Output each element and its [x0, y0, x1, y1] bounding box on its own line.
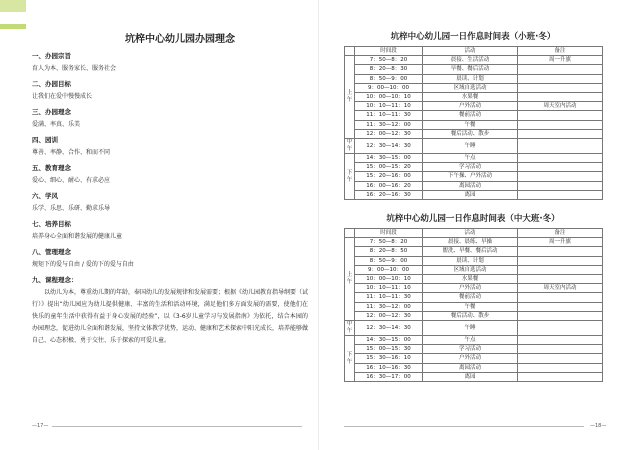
note-cell: 周天室内活动: [518, 284, 603, 293]
schedule-title: 坑梓中心幼儿园一日作息时间表（中大班·冬）: [386, 214, 560, 225]
time-cell: 12：00—12：30: [355, 311, 423, 320]
table-row: [345, 372, 603, 381]
table-row: [345, 293, 603, 302]
time-cell: 8：50—9：00: [355, 256, 423, 265]
footer-rule: [52, 426, 302, 427]
time-cell: 9：00—10：00: [355, 265, 423, 274]
accent-bar: [0, 0, 26, 450]
activity-cell: 餐后活动、散步: [423, 311, 518, 320]
note-cell: 周一升旗: [518, 238, 603, 247]
table-row: [345, 56, 603, 65]
philosophy-section: [32, 219, 308, 242]
section-heading: 七、培养目标: [32, 220, 71, 228]
activity-cell: 午睡: [423, 321, 518, 336]
table-row: [345, 93, 603, 102]
schedule-block: [344, 30, 602, 200]
note-cell: [518, 163, 603, 172]
note-cell: [518, 265, 603, 274]
note-cell: [518, 111, 603, 120]
section-body: 让我们在爱中慢慢成长: [32, 93, 93, 100]
philosophy-section: [32, 247, 308, 270]
time-cell: 8：50—9：00: [355, 74, 423, 83]
note-cell: [518, 65, 603, 74]
table-row: [345, 247, 603, 256]
page-title: 坑梓中心幼儿园办园理念: [125, 34, 235, 45]
table-row: [345, 265, 603, 274]
header-cell: 时间段: [355, 229, 423, 238]
table-row: [345, 284, 603, 293]
period-cell: 中午: [345, 321, 355, 336]
activity-cell: 早餐、餐后活动: [423, 65, 518, 74]
section-heading: 六、学风: [32, 192, 58, 200]
section-body: 爱心、细心、耐心、有求必应: [32, 177, 111, 184]
time-cell: 11：10—11：30: [355, 111, 423, 120]
note-cell: [518, 190, 603, 199]
table-row: [345, 65, 603, 74]
note-cell: [518, 120, 603, 129]
table-row: [345, 139, 603, 154]
section-body: 乐学、乐思、乐研、勤求乐导: [32, 205, 111, 212]
note-cell: [518, 83, 603, 92]
section-heading: 五、教育理念: [32, 164, 71, 172]
note-cell: 周天室内活动: [518, 102, 603, 111]
header-cell: 活动: [423, 47, 518, 56]
time-cell: 16：20—16：30: [355, 190, 423, 199]
note-cell: [518, 247, 603, 256]
accent-stripe: [0, 24, 26, 29]
time-cell: 10：10—11：10: [355, 102, 423, 111]
table-row: [345, 354, 603, 363]
table-row: [345, 154, 603, 163]
course-section: [32, 275, 308, 347]
philosophy-section: [32, 163, 308, 186]
philosophy-section: [32, 107, 308, 130]
time-cell: 15：30—16：10: [355, 354, 423, 363]
activity-cell: 午餐: [423, 302, 518, 311]
note-cell: [518, 172, 603, 181]
section-heading: 三、办园理念: [32, 108, 71, 116]
activity-cell: 盥洗、早餐、餐后活动: [423, 247, 518, 256]
note-cell: [518, 372, 603, 381]
note-cell: [518, 336, 603, 345]
time-cell: 16：30—17：00: [355, 372, 423, 381]
header-cell: 时间段: [355, 47, 423, 56]
section-body: 育人为本、服务家长、服务社会: [32, 65, 117, 72]
note-cell: 周一升旗: [518, 56, 603, 65]
activity-cell: 午餐: [423, 120, 518, 129]
activity-cell: 离园: [423, 190, 518, 199]
time-cell: 12：30—14：30: [355, 321, 423, 336]
section-heading: 二、办园目标: [32, 80, 71, 88]
philosophy-section: [32, 135, 308, 158]
section-heading: 四、园训: [32, 136, 58, 144]
activity-cell: 户外活动: [423, 102, 518, 111]
activity-cell: 晨读、计划: [423, 256, 518, 265]
header-cell: 活动: [423, 229, 518, 238]
activity-cell: 餐后活动、散步: [423, 129, 518, 138]
section-body: 规矩下的爱与自由 / 爱的下的爱与自由: [32, 261, 134, 268]
activity-cell: 午点: [423, 154, 518, 163]
activity-cell: 户外活动: [423, 354, 518, 363]
note-cell: [518, 129, 603, 138]
note-cell: [518, 363, 603, 372]
schedule-table: [344, 228, 603, 382]
time-cell: 15：20—16：00: [355, 172, 423, 181]
header-cell: 备注: [518, 229, 603, 238]
section-body: 培养身心全面和谐发展的健康儿童: [32, 233, 123, 240]
period-cell: 中午: [345, 139, 355, 154]
table-row: [345, 238, 603, 247]
activity-cell: 区域自选活动: [423, 83, 518, 92]
activity-cell: 水果餐: [423, 93, 518, 102]
schedule-title: 坑梓中心幼儿园一日作息时间表（小班·冬）: [390, 32, 556, 42]
note-cell: [518, 302, 603, 311]
time-cell: 11：10—11：30: [355, 293, 423, 302]
note-cell: [518, 93, 603, 102]
time-cell: 8：20—8：30: [355, 65, 423, 74]
period-cell: 下午: [345, 336, 355, 382]
activity-cell: 学习活动: [423, 163, 518, 172]
note-cell: [518, 345, 603, 354]
header-cell: [345, 47, 355, 56]
time-cell: 11：30—12：00: [355, 120, 423, 129]
accent-stripe: [0, 0, 26, 12]
header-cell: 备注: [518, 47, 603, 56]
header-cell: [345, 229, 355, 238]
schedule-table: [344, 46, 603, 200]
note-cell: [518, 139, 603, 154]
activity-cell: 晨接、晨练、早操: [423, 238, 518, 247]
table-row: [345, 74, 603, 83]
activity-cell: 午点: [423, 336, 518, 345]
table-row: [345, 129, 603, 138]
activity-cell: 户外活动: [423, 284, 518, 293]
note-cell: [518, 293, 603, 302]
activity-cell: 晨读、计划: [423, 74, 518, 83]
philosophy-sections: [32, 51, 308, 270]
schedules: [344, 30, 602, 382]
table-row: [345, 111, 603, 120]
right-page: [344, 30, 602, 394]
note-cell: [518, 321, 603, 336]
activity-cell: 餐前活动: [423, 293, 518, 302]
time-cell: 14：30—15：00: [355, 154, 423, 163]
table-header-row: [345, 229, 603, 238]
activity-cell: 离园: [423, 372, 518, 381]
table-row: [345, 302, 603, 311]
note-cell: [518, 275, 603, 284]
table-row: [345, 163, 603, 172]
table-row: [345, 321, 603, 336]
table-row: [345, 102, 603, 111]
activity-cell: 水果餐: [423, 275, 518, 284]
table-row: [345, 345, 603, 354]
activity-cell: 离园活动: [423, 181, 518, 190]
table-row: [345, 190, 603, 199]
table-row: [345, 172, 603, 181]
page-number: —17—: [32, 423, 49, 429]
time-cell: 14：30—15：00: [355, 336, 423, 345]
note-cell: [518, 256, 603, 265]
philosophy-section: [32, 191, 308, 214]
time-cell: 12：00—12：30: [355, 129, 423, 138]
table-row: [345, 83, 603, 92]
period-cell: 上午: [345, 238, 355, 321]
table-row: [345, 120, 603, 129]
note-cell: [518, 154, 603, 163]
period-cell: 上午: [345, 56, 355, 139]
time-cell: 16：10—16：30: [355, 363, 423, 372]
table-row: [345, 311, 603, 320]
activity-cell: 餐前活动: [423, 111, 518, 120]
period-cell: 下午: [345, 154, 355, 200]
activity-cell: 离园活动: [423, 363, 518, 372]
philosophy-section: [32, 79, 308, 102]
time-cell: 10：00—10：10: [355, 93, 423, 102]
activity-cell: 下午操、户外活动: [423, 172, 518, 181]
activity-cell: 午睡: [423, 139, 518, 154]
table-row: [345, 363, 603, 372]
section-body: 爱满、率真、乐美: [32, 121, 81, 128]
time-cell: 16：00—16：20: [355, 181, 423, 190]
time-cell: 8：20—8：50: [355, 247, 423, 256]
time-cell: 7：50—8：20: [355, 238, 423, 247]
activity-cell: 学习活动: [423, 345, 518, 354]
time-cell: 9：00—10：00: [355, 83, 423, 92]
table-row: [345, 181, 603, 190]
philosophy-section: [32, 51, 308, 74]
section-heading: 九、课程理念：: [32, 276, 78, 284]
page-number: —18—: [590, 423, 607, 429]
footer-rule: [344, 426, 584, 427]
time-cell: 10：00—10：10: [355, 275, 423, 284]
note-cell: [518, 74, 603, 83]
time-cell: 11：30—12：00: [355, 302, 423, 311]
time-cell: 15：00—15：20: [355, 163, 423, 172]
activity-cell: 晨接、生活活动: [423, 56, 518, 65]
table-row: [345, 275, 603, 284]
section-body: 尊善、率静、合作、和而不同: [32, 149, 111, 156]
page-spine: [318, 0, 319, 450]
table-header-row: [345, 47, 603, 56]
section-heading: 八、管理理念: [32, 248, 71, 256]
time-cell: 12：30—14：30: [355, 139, 423, 154]
table-row: [345, 256, 603, 265]
note-cell: [518, 354, 603, 363]
section-paragraph: 以幼儿为本，尊重幼儿期的年龄，奉国幼儿的发展规律和发展需要；根据《幼儿园教育指导纲要（试行）》提出“幼儿园应为幼儿提供健康、丰富的生活和活动环境，满足他们多方面发展的需要，使他们在快乐的童年生活中获得有益于身心发展的经验”，以《3-6岁儿童学习与发展指南》为依托，结合本园的办园理念，促进幼儿全面和谐发展，坚持文体教学优势，运动、健康和艺术探索中阳光成长，培养能够做自己、心态积极、勇于交往、乐于探索的可爱儿童。: [32, 289, 309, 344]
time-cell: 10：10—11：10: [355, 284, 423, 293]
time-cell: 7：50—8：20: [355, 56, 423, 65]
note-cell: [518, 181, 603, 190]
activity-cell: 区域自选活动: [423, 265, 518, 274]
note-cell: [518, 311, 603, 320]
time-cell: 15：00—15：30: [355, 345, 423, 354]
section-heading: 一、办园宗旨: [32, 52, 71, 60]
schedule-block: [344, 212, 602, 382]
left-page: [32, 30, 308, 349]
table-row: [345, 336, 603, 345]
